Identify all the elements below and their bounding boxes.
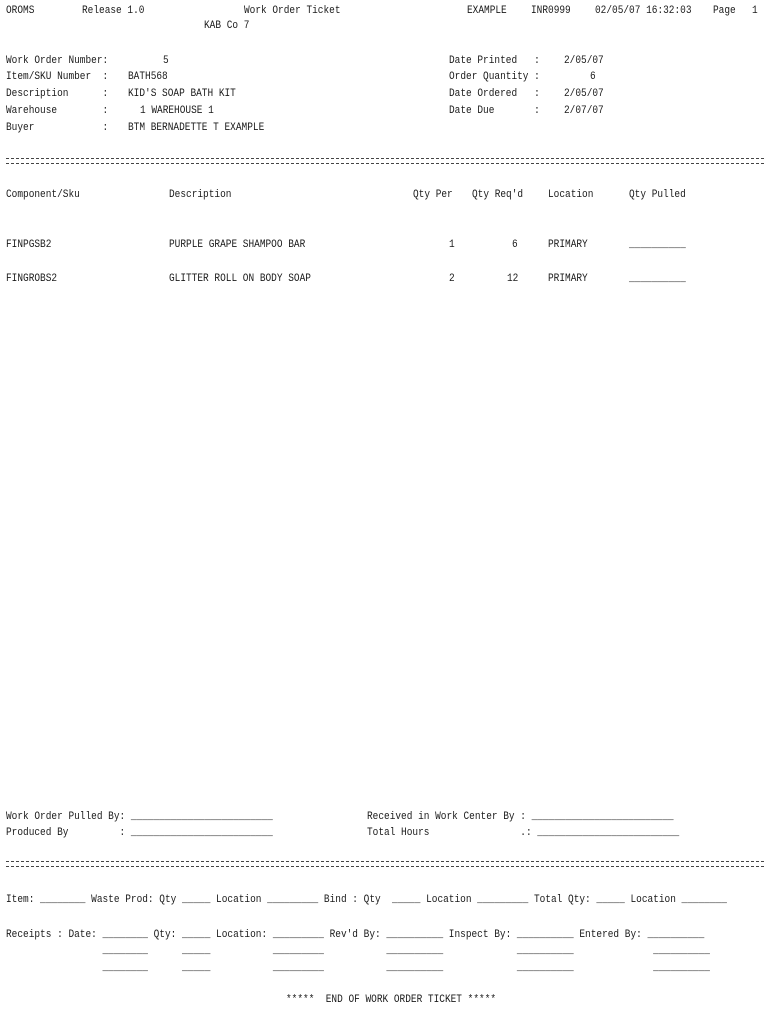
description-label: Description : — [6, 88, 109, 100]
end-of-ticket: ***** END OF WORK ORDER TICKET ***** — [286, 994, 497, 1006]
work-order-number-value: 5 — [163, 55, 169, 67]
row-sku: FINGROBS2 — [6, 273, 58, 285]
col-header-qty-per: Qty Per — [413, 189, 453, 201]
report-title: Work Order Ticket — [244, 5, 341, 17]
row-description: PURPLE GRAPE SHAMPOO BAR — [169, 239, 306, 251]
report-id: INR0999 — [531, 5, 571, 17]
page-number: 1 — [752, 5, 758, 17]
item-waste-line: Item: ________ Waste Prod: Qty _____ Location _________ Bind : Qty _____ Location _________ Total Qty: _____ Location ________ — [6, 894, 727, 906]
buyer-value: BTM BERNADETTE T EXAMPLE — [128, 122, 265, 134]
company-name: KAB Co 7 — [204, 20, 250, 32]
row-qty-reqd: 12 — [507, 273, 519, 285]
row-qty-reqd: 6 — [512, 239, 518, 251]
order-quantity-value: 6 — [590, 71, 596, 83]
received-by-line: Received in Work Center By : _________________________ — [367, 811, 674, 823]
row-qty-pulled: __________ — [629, 239, 686, 251]
receipts-blank-line: ________ _____ _________ __________ __________ __________ — [6, 945, 710, 957]
order-quantity-label: Order Quantity : — [449, 71, 540, 83]
row-qty-pulled: __________ — [629, 273, 686, 285]
date-printed-label: Date Printed : — [449, 55, 540, 67]
print-datetime: 02/05/07 16:32:03 — [595, 5, 692, 17]
receipts-line: Receipts : Date: ________ Qty: _____ Location: _________ Rev'd By: __________ Inspect By: __________ Entered By: __________ — [6, 929, 705, 941]
row-qty-per: 2 — [449, 273, 455, 285]
row-sku: FINPGSB2 — [6, 239, 52, 251]
date-due-value: 2/07/07 — [564, 105, 604, 117]
example-label: EXAMPLE — [467, 5, 507, 17]
item-sku-value: BATH568 — [128, 71, 168, 83]
warehouse-label: Warehouse : — [6, 105, 109, 117]
item-sku-label: Item/SKU Number : — [6, 71, 109, 83]
date-ordered-label: Date Ordered : — [449, 88, 540, 100]
row-location: PRIMARY — [548, 273, 588, 285]
col-header-description: Description — [169, 189, 232, 201]
pulled-by-line: Work Order Pulled By: _________________________ — [6, 811, 273, 823]
col-header-qty-pulled: Qty Pulled — [629, 189, 686, 201]
date-printed-value: 2/05/07 — [564, 55, 604, 67]
produced-by-line: Produced By : _________________________ — [6, 827, 273, 839]
separator-rule — [6, 861, 764, 867]
receipts-blank-line: ________ _____ _________ __________ __________ __________ — [6, 962, 710, 974]
row-description: GLITTER ROLL ON BODY SOAP — [169, 273, 311, 285]
app-name: OROMS — [6, 5, 35, 17]
total-hours-line: Total Hours .: _________________________ — [367, 827, 680, 839]
date-ordered-value: 2/05/07 — [564, 88, 604, 100]
row-location: PRIMARY — [548, 239, 588, 251]
description-value: KID'S SOAP BATH KIT — [128, 88, 236, 100]
col-header-qty-reqd: Qty Req'd — [472, 189, 524, 201]
warehouse-value: 1 WAREHOUSE 1 — [140, 105, 214, 117]
date-due-label: Date Due : — [449, 105, 540, 117]
col-header-location: Location — [548, 189, 594, 201]
separator-rule — [6, 158, 764, 164]
work-order-number-label: Work Order Number: — [6, 55, 109, 67]
page-label: Page — [713, 5, 736, 17]
release-label: Release 1.0 — [82, 5, 145, 17]
buyer-label: Buyer : — [6, 122, 109, 134]
col-header-component: Component/Sku — [6, 189, 80, 201]
row-qty-per: 1 — [449, 239, 455, 251]
